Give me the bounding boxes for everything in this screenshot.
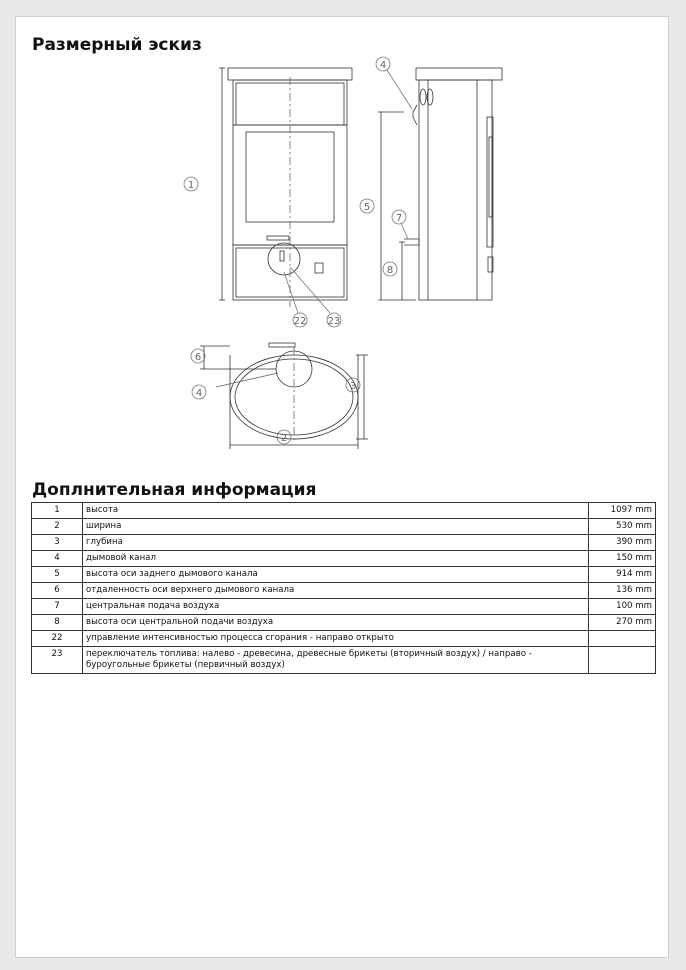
row-number: 4 <box>32 551 83 567</box>
table-row <box>32 519 656 535</box>
row-number: 7 <box>32 599 83 615</box>
callout-7: 7 <box>395 213 403 224</box>
row-number: 2 <box>32 519 83 535</box>
row-description: высота оси центральной подачи воздуха <box>83 615 589 631</box>
callout-1: 1 <box>187 180 195 191</box>
row-number: 3 <box>32 535 83 551</box>
row-description: высота <box>83 503 589 519</box>
dimension-sketch-heading: Размерный эскиз <box>32 35 202 55</box>
callout-2: 2 <box>280 433 288 444</box>
row-value <box>589 631 656 647</box>
callout-22: 22 <box>293 316 307 327</box>
row-description: переключатель топлива: налево - древесина, древесные брикеты (вторичный воздух) / направо - буроугольные брикеты (первичный воздух) <box>83 647 589 674</box>
row-description: центральная подача воздуха <box>83 599 589 615</box>
side-view <box>378 68 502 300</box>
row-number: 1 <box>32 503 83 519</box>
callout-3: 3 <box>349 381 357 392</box>
row-value: 270 mm <box>589 615 656 631</box>
callout-5: 5 <box>363 202 371 213</box>
row-number: 22 <box>32 631 83 647</box>
row-value <box>589 647 656 674</box>
table-row <box>32 551 656 567</box>
callout-23: 23 <box>327 316 341 327</box>
specs-table <box>31 502 656 674</box>
table-row <box>32 615 656 631</box>
row-number: 6 <box>32 583 83 599</box>
row-description: отдаленность оси верхнего дымового канала <box>83 583 589 599</box>
row-value: 150 mm <box>589 551 656 567</box>
row-description: управление интенсивностью процесса сгорания - направо открыто <box>83 631 589 647</box>
additional-info-heading: Доплнительная информация <box>32 480 317 500</box>
callout-4-top: 4 <box>195 388 203 399</box>
row-description: дымовой канал <box>83 551 589 567</box>
row-value: 1097 mm <box>589 503 656 519</box>
document-page <box>15 16 669 958</box>
table-row <box>32 567 656 583</box>
row-value: 100 mm <box>589 599 656 615</box>
table-row <box>32 503 656 519</box>
front-view <box>219 68 352 307</box>
dimension-drawing <box>16 17 668 467</box>
row-description: ширина <box>83 519 589 535</box>
row-number: 5 <box>32 567 83 583</box>
row-number: 23 <box>32 647 83 674</box>
table-row <box>32 631 656 647</box>
row-value: 530 mm <box>589 519 656 535</box>
row-number: 8 <box>32 615 83 631</box>
callout-4-side: 4 <box>379 60 387 71</box>
row-value: 914 mm <box>589 567 656 583</box>
callout-6: 6 <box>194 352 202 363</box>
table-row <box>32 599 656 615</box>
callout-8: 8 <box>386 265 394 276</box>
row-value: 136 mm <box>589 583 656 599</box>
table-row <box>32 583 656 599</box>
table-row <box>32 647 656 674</box>
row-description: глубина <box>83 535 589 551</box>
table-row <box>32 535 656 551</box>
row-description: высота оси заднего дымового канала <box>83 567 589 583</box>
row-value: 390 mm <box>589 535 656 551</box>
